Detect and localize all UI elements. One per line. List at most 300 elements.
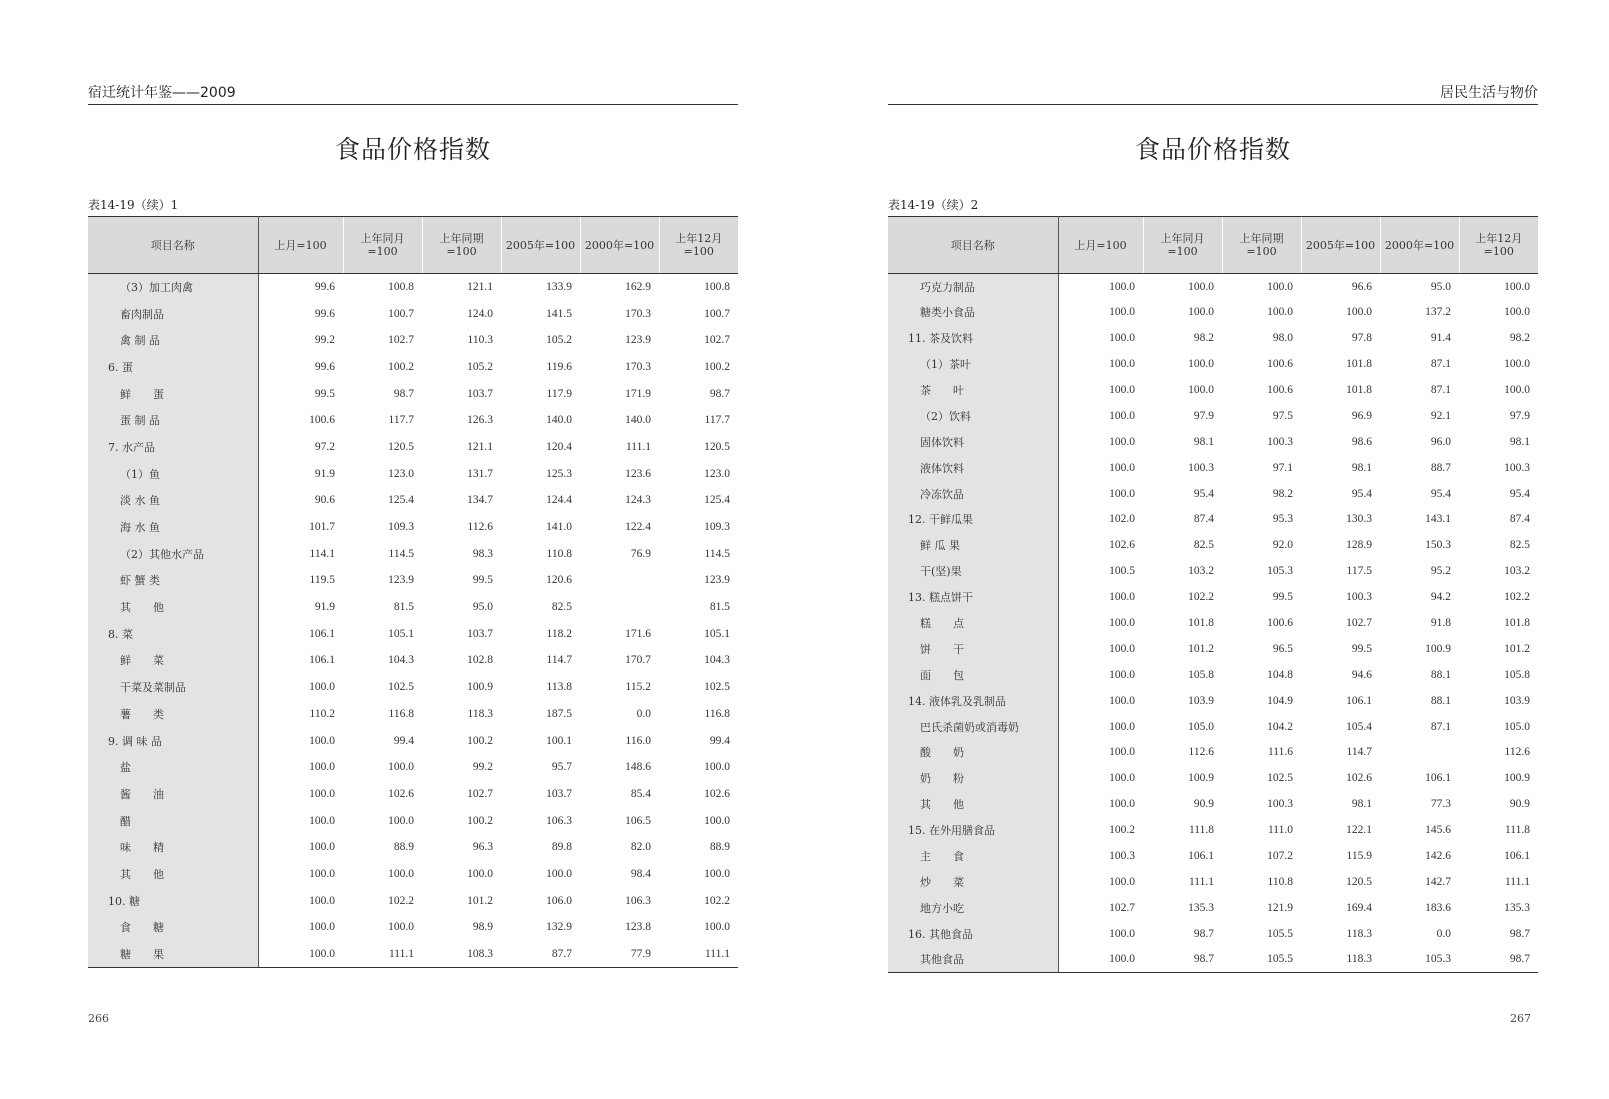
value-cell: 102.2: [1188, 591, 1214, 604]
table-row: [88, 300, 738, 327]
value-cell: 106.1: [1504, 850, 1530, 863]
value-cell: 111.6: [1267, 746, 1293, 759]
value-cell: 100.0: [704, 921, 730, 934]
table-row: [88, 460, 738, 487]
value-cell: 111.1: [659, 941, 738, 968]
value-cell: 101.2: [467, 894, 493, 907]
table-row: [88, 407, 738, 434]
value-cell: 104.8: [1267, 668, 1293, 681]
value-cell: 94.2: [1430, 591, 1451, 604]
value-cell: 100.0: [1109, 409, 1135, 422]
value-cell: 87.7: [501, 941, 580, 968]
column-header: 上月=100: [1058, 217, 1143, 274]
value-cell: 126.3: [467, 414, 493, 427]
value-cell: 99.5: [472, 574, 493, 587]
value-cell: 98.7: [1143, 947, 1222, 973]
item-name-cell: 11. 茶及饮料: [888, 325, 1058, 351]
value-cell: 100.0: [388, 814, 414, 827]
value-cell: 100.0: [1504, 306, 1530, 319]
table-row: [888, 455, 1538, 481]
value-cell: 117.5: [1346, 565, 1372, 578]
item-name-cell: 薯 类: [88, 701, 258, 728]
value-cell: 125.4: [388, 494, 414, 507]
value-cell: 171.9: [625, 387, 651, 400]
value-cell: 97.1: [1272, 461, 1293, 474]
value-cell: 111.0: [1267, 824, 1293, 837]
value-cell: 88.9: [393, 841, 414, 854]
value-cell: 99.5: [1272, 591, 1293, 604]
table-row: [888, 765, 1538, 791]
value-cell: 111.8: [1504, 824, 1530, 837]
price-index-table: [888, 216, 1538, 973]
value-cell: 99.5: [314, 387, 335, 400]
table-row: [888, 274, 1538, 300]
item-name-cell: 固体饮料: [888, 429, 1058, 455]
value-cell: 100.0: [388, 761, 414, 774]
value-cell: 90.9: [1193, 798, 1214, 811]
value-cell: 100.0: [309, 734, 335, 747]
table-row: [88, 327, 738, 354]
value-cell: 115.2: [625, 681, 651, 694]
value-cell: 113.8: [546, 681, 572, 694]
value-cell: 98.7: [709, 387, 730, 400]
value-cell: 100.8: [388, 281, 414, 294]
value-cell: 121.1: [467, 440, 493, 453]
item-name-cell: 冷冻饮品: [888, 481, 1058, 507]
value-cell: 105.4: [1346, 720, 1372, 733]
value-cell: 111.8: [1188, 824, 1214, 837]
item-name-cell: 7. 水产品: [88, 434, 258, 461]
value-cell: 105.0: [1504, 720, 1530, 733]
value-cell: 112.6: [1504, 746, 1530, 759]
value-cell: 82.5: [1193, 539, 1214, 552]
item-name-cell: 面 包: [888, 662, 1058, 688]
value-cell: 123.0: [704, 467, 730, 480]
value-cell: 101.8: [1346, 358, 1372, 371]
value-cell: 98.9: [472, 921, 493, 934]
value-cell: 114.1: [309, 547, 335, 560]
item-name-cell: 液体饮料: [888, 455, 1058, 481]
value-cell: 91.9: [314, 601, 335, 614]
value-cell: 123.9: [625, 334, 651, 347]
value-cell: 92.1: [1430, 409, 1451, 422]
value-cell: 150.3: [1425, 539, 1451, 552]
value-cell: 88.1: [1430, 694, 1451, 707]
table-row: [888, 558, 1538, 584]
value-cell: 96.0: [1430, 435, 1451, 448]
value-cell: 100.3: [1188, 461, 1214, 474]
value-cell: 111.1: [625, 440, 651, 453]
item-name-cell: 糖类小食品: [888, 299, 1058, 325]
table-row: [888, 895, 1538, 921]
value-cell: 110.2: [309, 707, 335, 720]
value-cell: 98.3: [472, 547, 493, 560]
item-name-cell: （1）茶叶: [888, 351, 1058, 377]
value-cell: 109.3: [388, 521, 414, 534]
item-name-cell: 其他食品: [888, 947, 1058, 973]
value-cell: 102.7: [1109, 901, 1135, 914]
value-cell: 100.2: [704, 360, 730, 373]
value-cell: 125.3: [546, 467, 572, 480]
value-cell: 100.0: [1109, 746, 1135, 759]
value-cell: 100.0: [1109, 461, 1135, 474]
value-cell: 105.5: [1267, 927, 1293, 940]
table-row: [888, 869, 1538, 895]
value-cell: 99.5: [1351, 642, 1372, 655]
value-cell: 100.0: [309, 894, 335, 907]
item-name-cell: 蛋 制 品: [88, 407, 258, 434]
table-row: [88, 754, 738, 781]
item-name-cell: 茶 叶: [888, 377, 1058, 403]
value-cell: 114.7: [1346, 746, 1372, 759]
value-cell: 100.0: [1109, 772, 1135, 785]
value-cell: 110.8: [546, 547, 572, 560]
item-name-cell: 鲜 瓜 果: [888, 532, 1058, 558]
value-cell: 97.5: [1272, 409, 1293, 422]
item-name-cell: 鲜 蛋: [88, 380, 258, 407]
value-cell: 123.0: [388, 467, 414, 480]
table-row: [88, 567, 738, 594]
item-name-cell: 12. 干鲜瓜果: [888, 507, 1058, 533]
value-cell: 100.0: [1109, 306, 1135, 319]
value-cell: 0.0: [636, 707, 651, 720]
value-cell: 105.8: [1188, 668, 1214, 681]
table-row: [88, 354, 738, 381]
value-cell: 118.3: [1346, 927, 1372, 940]
value-cell: 102.5: [704, 681, 730, 694]
table-row: [88, 514, 738, 541]
value-cell: 100.0: [309, 787, 335, 800]
column-header: 上月=100: [258, 217, 343, 274]
value-cell: 117.7: [704, 414, 730, 427]
value-cell: 100.0: [1109, 720, 1135, 733]
value-cell: 100.6: [1267, 384, 1293, 396]
page-title: 食品价格指数: [334, 135, 491, 164]
value-cell: 114.7: [546, 654, 572, 667]
value-cell: 143.1: [1425, 513, 1451, 526]
table-row: [888, 429, 1538, 455]
table-row: [888, 610, 1538, 636]
value-cell: 102.6: [388, 787, 414, 800]
item-name-cell: 糖 果: [88, 941, 258, 968]
value-cell: 82.5: [551, 601, 572, 614]
table-row: [88, 274, 738, 301]
item-name-cell: 15. 在外用膳食品: [888, 817, 1058, 843]
value-cell: 100.0: [1109, 435, 1135, 448]
value-cell: 119.5: [309, 574, 335, 587]
value-cell: 100.3: [1267, 798, 1293, 811]
value-cell: 88.9: [709, 841, 730, 854]
value-cell: 106.3: [625, 894, 651, 907]
value-cell: 162.9: [625, 281, 651, 294]
value-cell: 118.3: [1301, 947, 1380, 973]
table-row: [888, 947, 1538, 973]
item-name-cell: 13. 糕点饼干: [888, 584, 1058, 610]
value-cell: 98.7: [1193, 927, 1214, 940]
value-cell: 90.9: [1509, 798, 1530, 811]
value-cell: 87.1: [1430, 358, 1451, 371]
value-cell: 103.9: [1504, 694, 1530, 707]
value-cell: 120.6: [546, 574, 572, 587]
table-row: [888, 740, 1538, 766]
value-cell: 100.0: [1188, 358, 1214, 371]
value-cell: 116.8: [704, 707, 730, 720]
value-cell: 100.0: [309, 841, 335, 854]
item-name-cell: 味 精: [88, 834, 258, 861]
item-name-cell: 鲜 菜: [88, 647, 258, 674]
value-cell: 105.8: [1504, 668, 1530, 681]
value-cell: 109.3: [704, 521, 730, 534]
value-cell: 106.1: [1346, 694, 1372, 707]
column-header-item-name: 项目名称: [88, 217, 258, 274]
value-cell: 97.9: [1193, 409, 1214, 422]
value-cell: 142.7: [1425, 875, 1451, 888]
value-cell: 134.7: [467, 494, 493, 507]
value-cell: 170.7: [625, 654, 651, 667]
value-cell: 102.6: [1109, 539, 1135, 552]
value-cell: 100.0: [1188, 306, 1214, 319]
value-cell: 103.7: [467, 627, 493, 640]
value-cell: 100.0: [1109, 927, 1135, 940]
value-cell: 100.0: [1058, 947, 1143, 973]
value-cell: 87.4: [1509, 513, 1530, 526]
table-row: [888, 636, 1538, 662]
value-cell: 128.9: [1346, 539, 1372, 552]
table-row: [888, 507, 1538, 533]
value-cell: 100.0: [1188, 280, 1214, 293]
value-cell: 100.0: [704, 867, 730, 880]
value-cell: 100.0: [309, 814, 335, 827]
value-cell: 100.0: [1109, 384, 1135, 396]
value-cell: [580, 594, 659, 621]
value-cell: 100.0: [309, 921, 335, 934]
value-cell: 98.1: [1509, 435, 1530, 448]
value-cell: 88.1: [1430, 668, 1451, 681]
value-cell: 100.0: [1109, 694, 1135, 707]
value-cell: 88.7: [1430, 461, 1451, 474]
item-name-cell: 干菜及菜制品: [88, 674, 258, 701]
value-cell: 100.0: [467, 867, 493, 880]
value-cell: 123.9: [704, 574, 730, 587]
item-name-cell: 食 糖: [88, 914, 258, 941]
value-cell: 112.6: [467, 521, 493, 534]
value-cell: 137.2: [1425, 306, 1451, 319]
value-cell: 100.0: [546, 867, 572, 880]
column-header: 上年同月 =100: [343, 217, 422, 274]
page-title: 食品价格指数: [1134, 135, 1291, 164]
value-cell: 87.1: [1430, 720, 1451, 733]
value-cell: 131.7: [467, 467, 493, 480]
value-cell: 91.8: [1430, 617, 1451, 630]
value-cell: 100.0: [309, 681, 335, 694]
value-cell: 107.2: [1267, 850, 1293, 863]
column-header: 2000年=100: [1380, 217, 1459, 274]
value-cell: 102.7: [388, 334, 414, 347]
value-cell: 100.0: [704, 761, 730, 774]
value-cell: 121.1: [467, 281, 493, 294]
value-cell: 106.1: [309, 627, 335, 640]
value-cell: 100.6: [1267, 358, 1293, 371]
value-cell: 100.2: [467, 734, 493, 747]
value-cell: 100.3: [1346, 591, 1372, 604]
value-cell: 102.8: [467, 654, 493, 667]
value-cell: 100.0: [1109, 332, 1135, 345]
value-cell: 100.0: [1109, 358, 1135, 371]
value-cell: 187.5: [546, 707, 572, 720]
item-name-cell: 畜肉制品: [88, 300, 258, 327]
value-cell: 100.0: [1109, 487, 1135, 500]
value-cell: 140.0: [546, 414, 572, 427]
value-cell: 96.9: [1351, 409, 1372, 422]
item-name-cell: 主 食: [888, 843, 1058, 869]
value-cell: 145.6: [1425, 824, 1451, 837]
item-name-cell: 糕 点: [888, 610, 1058, 636]
value-cell: 100.0: [388, 921, 414, 934]
table-row: [88, 647, 738, 674]
value-cell: 171.6: [625, 627, 651, 640]
item-name-cell: 酸 奶: [888, 740, 1058, 766]
value-cell: 101.8: [1346, 384, 1372, 396]
value-cell: 120.5: [1346, 875, 1372, 888]
item-name-cell: 其 他: [888, 791, 1058, 817]
table-row: [88, 380, 738, 407]
column-header: 上年同期 =100: [422, 217, 501, 274]
table-row: [888, 662, 1538, 688]
value-cell: 100.9: [1504, 772, 1530, 785]
item-name-cell: 其 他: [88, 861, 258, 888]
value-cell: 101.8: [1188, 617, 1214, 630]
item-name-cell: 9. 调 味 品: [88, 727, 258, 754]
value-cell: 104.9: [1267, 694, 1293, 707]
value-cell: 95.0: [1430, 280, 1451, 293]
value-cell: 135.3: [1504, 901, 1530, 914]
value-cell: 98.1: [1193, 435, 1214, 448]
value-cell: 104.3: [704, 654, 730, 667]
value-cell: 98.4: [630, 867, 651, 880]
value-cell: 98.2: [1272, 487, 1293, 500]
value-cell: 100.0: [258, 941, 343, 968]
page-number: 266: [88, 1012, 109, 1025]
value-cell: 95.2: [1430, 565, 1451, 578]
value-cell: 97.9: [1509, 409, 1530, 422]
value-cell: 98.6: [1351, 435, 1372, 448]
value-cell: 0.0: [1436, 927, 1451, 940]
value-cell: 106.1: [1188, 850, 1214, 863]
value-cell: 99.4: [709, 734, 730, 747]
value-cell: 123.6: [625, 467, 651, 480]
value-cell: 96.6: [1351, 280, 1372, 293]
value-cell: 102.2: [704, 894, 730, 907]
column-header: 2000年=100: [580, 217, 659, 274]
value-cell: 100.7: [388, 307, 414, 320]
value-cell: 98.7: [393, 387, 414, 400]
value-cell: 130.3: [1346, 513, 1372, 526]
value-cell: 117.7: [388, 414, 414, 427]
value-cell: 108.3: [422, 941, 501, 968]
value-cell: 120.4: [546, 440, 572, 453]
value-cell: 100.3: [1267, 435, 1293, 448]
value-cell: 100.9: [467, 681, 493, 694]
value-cell: 100.0: [1267, 306, 1293, 319]
value-cell: 119.6: [546, 360, 572, 373]
value-cell: 95.4: [1430, 487, 1451, 500]
value-cell: 170.3: [625, 360, 651, 373]
value-cell: 101.8: [1504, 617, 1530, 630]
value-cell: 96.5: [1272, 642, 1293, 655]
table-row: [88, 914, 738, 941]
item-name-cell: 巧克力制品: [888, 274, 1058, 300]
value-cell: [1380, 740, 1459, 766]
value-cell: 115.9: [1346, 850, 1372, 863]
value-cell: 100.8: [704, 281, 730, 294]
value-cell: 76.9: [630, 547, 651, 560]
running-head: 宿迁统计年鉴——2009: [88, 84, 738, 105]
value-cell: 100.0: [1109, 668, 1135, 681]
price-index-table: [88, 216, 738, 968]
item-name-cell: 10. 糖: [88, 887, 258, 914]
value-cell: 100.0: [1346, 306, 1372, 319]
page-number: 267: [1510, 1012, 1531, 1025]
item-name-cell: 奶 粉: [888, 765, 1058, 791]
value-cell: 100.9: [1425, 642, 1451, 655]
value-cell: 100.0: [1504, 384, 1530, 396]
table-row: [888, 688, 1538, 714]
value-cell: 98.1: [1351, 798, 1372, 811]
table-row: [888, 791, 1538, 817]
item-name-cell: 6. 蛋: [88, 354, 258, 381]
item-name-cell: 酱 油: [88, 781, 258, 808]
value-cell: 100.2: [467, 814, 493, 827]
value-cell: 100.5: [1109, 565, 1135, 578]
value-cell: 111.1: [1188, 875, 1214, 888]
table-row: [888, 584, 1538, 610]
item-name-cell: 淡 水 鱼: [88, 487, 258, 514]
item-name-cell: 巴氏杀菌奶或消毒奶: [888, 714, 1058, 740]
value-cell: 135.3: [1188, 901, 1214, 914]
table-row: [888, 817, 1538, 843]
table-label: 表14-19（续）1: [88, 198, 179, 212]
value-cell: 103.9: [1188, 694, 1214, 707]
value-cell: 91.4: [1430, 332, 1451, 345]
table-row: [88, 887, 738, 914]
table-row: [88, 674, 738, 701]
item-name-cell: 禽 制 品: [88, 327, 258, 354]
value-cell: [580, 567, 659, 594]
value-cell: 95.4: [1193, 487, 1214, 500]
value-cell: 102.0: [1109, 513, 1135, 526]
value-cell: 102.2: [388, 894, 414, 907]
value-cell: 100.1: [546, 734, 572, 747]
value-cell: 90.6: [314, 494, 335, 507]
value-cell: 100.0: [1267, 280, 1293, 293]
column-header: 2005年=100: [1301, 217, 1380, 274]
value-cell: 106.0: [546, 894, 572, 907]
value-cell: 105.5: [1222, 947, 1301, 973]
value-cell: 77.3: [1430, 798, 1451, 811]
value-cell: 124.0: [467, 307, 493, 320]
table-row: [88, 540, 738, 567]
table-row: [888, 377, 1538, 403]
value-cell: 102.7: [704, 334, 730, 347]
table-row: [88, 487, 738, 514]
item-name-cell: 14. 液体乳及乳制品: [888, 688, 1058, 714]
value-cell: 99.4: [393, 734, 414, 747]
column-header: 上年同期 =100: [1222, 217, 1301, 274]
value-cell: 169.4: [1346, 901, 1372, 914]
value-cell: 123.9: [388, 574, 414, 587]
value-cell: 125.4: [704, 494, 730, 507]
value-cell: 100.0: [1504, 280, 1530, 293]
